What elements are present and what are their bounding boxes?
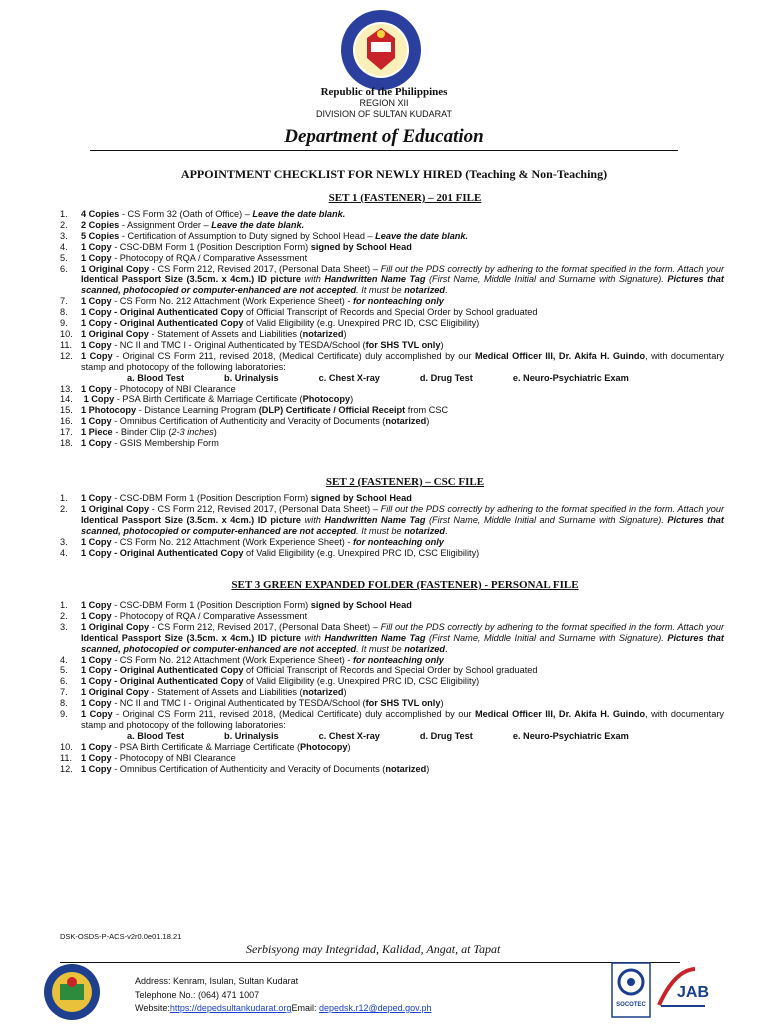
item-number: 13. [60, 383, 73, 394]
item-number: 2. [60, 503, 68, 514]
item-text: 1 Original Copy - CS Form 212, Revised 2017, (Personal Data Sheet) – Fill out the PDS correctly by adhering to the format specified in the form. Attach your Identical Passport Size (3.5cm. x 4cm.) ID picture with Handwritten Name Tag (First Name, Middle Initial and Surname with Signature). Pictures that scanned, photocopied or computer-enhanced are not accepted. It must be notarized. [81, 263, 725, 296]
checklist-item [60, 742, 724, 753]
laboratory-item: a. Blood Test [127, 730, 184, 741]
checklist-item [60, 493, 724, 504]
item-number: 8. [60, 698, 68, 709]
division-logo [42, 962, 102, 1022]
checklist-item [60, 548, 724, 559]
checklist-item [60, 242, 724, 253]
item-number: 8. [60, 307, 68, 318]
item-number: 3. [60, 536, 68, 547]
document-title: APPOINTMENT CHECKLIST FOR NEWLY HIRED (Teaching & Non-Teaching) [180, 167, 608, 181]
website-link[interactable]: https://depedsultankudarat.org [169, 1003, 292, 1013]
telephone-text: Telephone No.: (064) 471 1007 [135, 989, 260, 1000]
item-number: 1. [60, 209, 68, 219]
socotec-certification-logo [611, 962, 651, 1018]
checklist-item [60, 611, 724, 622]
checklist-item [60, 264, 724, 297]
item-text: 1 Copy - Omnibus Certification of Authenticity and Veracity of Documents (notarized) [81, 763, 430, 774]
item-text: 1 Copy - Original Authenticated Copy of Valid Eligibility (e.g. Unexpired PRC ID, CSC Eligibility) [81, 547, 480, 558]
item-number: 10. [60, 328, 73, 339]
checklist-item [60, 329, 724, 340]
email-label: Email: [291, 1003, 319, 1013]
jab-accreditation-logo [655, 965, 710, 1017]
item-number: 11. [60, 339, 73, 350]
item-number: 7. [60, 687, 68, 698]
item-text: 1 Copy - Original CS Form 211, revised 2018, (Medical Certificate) duly accomplished by our Medical Officer III, Dr. Akifa H. Guindo, with documentary stamp and photocopy of the following laboratories: a. Blood Test b. Urinalysis c. Chest X-ray d. Drug Test e. Neuro-Psychiatric Exam [81, 350, 725, 383]
item-number: 9. [60, 318, 68, 329]
checklist-item [60, 687, 724, 698]
item-text: 1 Copy - Original Authenticated Copy of Valid Eligibility (e.g. Unexpired PRC ID, CSC Eligibility) [81, 318, 480, 329]
item-text: 1 Original Copy - Statement of Assets and Liabilities (notarized) [81, 328, 347, 339]
item-number: 14. [60, 394, 73, 405]
laboratory-item: d. Drug Test [419, 730, 473, 741]
socotec-text: SOCOTEC [616, 1002, 646, 1008]
checklist-item [60, 438, 724, 449]
laboratory-item: a. Blood Test [127, 372, 184, 383]
laboratory-item: d. Drug Test [419, 372, 473, 383]
item-text: 1 Copy - Photocopy of RQA / Comparative Assessment [81, 252, 308, 263]
checklist-item [60, 753, 724, 764]
web-email-line [135, 1002, 432, 1016]
checklist-item [60, 220, 724, 231]
item-number: 4. [60, 241, 68, 252]
item-text: 1 Original Copy - CS Form 212, Revised 2017, (Personal Data Sheet) – Fill out the PDS correctly by adhering to the format specified in the form. Attach your Identical Passport Size (3.5cm. x 4cm.) ID picture with Handwritten Name Tag (First Name, Middle Initial and Surname with Signature). Pictures that scanned, photocopied or computer-enhanced are not accepted. It must be notarized. [81, 503, 725, 536]
checklist-item [60, 537, 724, 548]
item-number: 9. [60, 709, 68, 720]
set2-list [60, 493, 724, 558]
document-code: DSK-OSDS-P-ACS-v2r0.0e01.18.21 [60, 932, 182, 941]
item-text: 1 Copy - Photocopy of NBI Clearance [81, 383, 236, 394]
laboratory-item: c. Chest X-ray [318, 730, 380, 741]
item-text: 1 Original Copy - Statement of Assets and Liabilities (notarized) [81, 687, 347, 698]
item-number: 15. [60, 405, 73, 416]
item-number: 17. [60, 427, 73, 438]
item-text: 1 Copy - CSC-DBM Form 1 (Position Description Form) signed by School Head [81, 600, 412, 610]
republic-heading: Republic of the Philippines [320, 86, 448, 98]
item-number: 4. [60, 654, 68, 665]
set1-list [60, 209, 724, 449]
item-text: 1 Copy - Original CS Form 211, revised 2018, (Medical Certificate) duly accomplished by our Medical Officer III, Dr. Akifa H. Guindo, with documentary stamp and photocopy of the following laboratories: a. Blood Test b. Urinalysis c. Chest X-ray d. Drug Test e. Neuro-Psychiatric Exam [81, 709, 725, 741]
checklist-item [60, 665, 724, 676]
item-text: 2 Copies - Assignment Order – Leave the date blank. [81, 219, 305, 230]
footer-divider [60, 962, 680, 963]
checklist-item [60, 655, 724, 666]
item-number: 1. [60, 493, 68, 503]
item-number: 6. [60, 676, 68, 687]
item-number: 12. [60, 350, 73, 361]
set1-heading: SET 1 (FASTENER) – 201 FILE [328, 192, 482, 204]
item-text: 1 Copy - Omnibus Certification of Authenticity and Veracity of Documents (notarized) [81, 416, 430, 427]
checklist-item [60, 698, 724, 709]
item-text: 1 Copy - NC II and TMC I - Original Authenticated by TESDA/School (for SHS TVL only) [81, 698, 444, 709]
checklist-item [60, 231, 724, 242]
checklist-item [60, 709, 724, 742]
checklist-item [60, 405, 724, 416]
item-text: 1 Copy - Photocopy of NBI Clearance [81, 752, 236, 763]
laboratory-item: e. Neuro-Psychiatric Exam [512, 730, 629, 741]
email-link[interactable]: depedsk.r12@deped.gov.ph [318, 1003, 432, 1013]
item-number: 3. [60, 621, 68, 632]
item-text: 1 Original Copy - CS Form 212, Revised 2017, (Personal Data Sheet) – Fill out the PDS correctly by adhering to the format specified in the form. Attach your Identical Passport Size (3.5cm. x 4cm.) ID picture with Handwritten Name Tag (First Name, Middle Initial and Surname with Signature). Pictures that scanned, photocopied or computer-enhanced are not accepted. It must be notarized. [81, 621, 725, 654]
item-number: 16. [60, 416, 73, 427]
checklist-item [60, 253, 724, 264]
address-text: Address: Kenram, Isulan, Sultan Kudarat [135, 976, 299, 986]
website-label: Website: [135, 1003, 170, 1013]
checklist-item [60, 600, 724, 611]
laboratory-list [81, 373, 724, 384]
division-heading: DIVISION OF SULTAN KUDARAT [315, 109, 452, 119]
item-text: 1 Copy - PSA Birth Certificate & Marriage Certificate (Photocopy) [81, 741, 351, 752]
item-text: 4 Copies - CS Form 32 (Oath of Office) – Leave the date blank. [81, 209, 346, 219]
checklist-item [60, 416, 724, 427]
item-text: 1 Copy - PSA Birth Certificate & Marriage Certificate (Photocopy) [83, 394, 354, 405]
checklist-item [60, 676, 724, 687]
item-number: 10. [60, 741, 73, 752]
checklist-item [60, 427, 724, 438]
item-number: 1. [60, 600, 68, 610]
item-number: 5. [60, 252, 68, 263]
department-heading: Department of Education [284, 126, 484, 147]
laboratory-item: b. Urinalysis [224, 372, 279, 383]
item-number: 18. [60, 438, 73, 449]
item-text: 1 Photocopy - Distance Learning Program (DLP) Certificate / Official Receipt from CSC [81, 405, 449, 416]
deped-seal-logo [339, 8, 423, 92]
checklist-item [60, 340, 724, 351]
item-text: 1 Copy - CS Form No. 212 Attachment (Work Experience Sheet) - for nonteaching only [81, 536, 444, 547]
jab-text: JAB [677, 984, 710, 1001]
set2-heading: SET 2 (FASTENER) – CSC FILE [325, 476, 485, 488]
laboratory-list [81, 731, 724, 742]
item-text: 1 Copy - Original Authenticated Copy of Official Transcript of Records and Special Order by School graduated [81, 665, 538, 676]
laboratory-item: e. Neuro-Psychiatric Exam [512, 372, 629, 383]
region-heading: REGION XII [359, 98, 409, 108]
set3-list [60, 600, 724, 775]
checklist-item [60, 394, 724, 405]
checklist-item [60, 384, 724, 395]
item-number: 3. [60, 230, 68, 241]
item-number: 6. [60, 263, 68, 274]
laboratory-item: c. Chest X-ray [318, 372, 380, 383]
item-number: 11. [60, 752, 73, 763]
motto: Serbisyong may Integridad, Kalidad, Angat, at Tapat [246, 942, 501, 956]
checklist-item [60, 764, 724, 775]
item-text: 5 Copies - Certification of Assumption to Duty signed by School Head – Leave the date blank. [81, 230, 469, 241]
item-text: 1 Piece - Binder Clip (2-3 inches) [81, 427, 217, 438]
item-number: 2. [60, 219, 68, 230]
checklist-item [60, 504, 724, 537]
laboratory-item: b. Urinalysis [224, 730, 279, 741]
checklist-item [60, 622, 724, 655]
checklist-item [60, 307, 724, 318]
checklist-item [60, 318, 724, 329]
set3-heading: SET 3 GREEN EXPANDED FOLDER (FASTENER) - PERSONAL FILE [231, 579, 579, 591]
item-number: 4. [60, 547, 68, 558]
item-text: 1 Copy - Photocopy of RQA / Comparative Assessment [81, 610, 308, 621]
item-text: 1 Copy - CS Form No. 212 Attachment (Work Experience Sheet) - for nonteaching only [81, 296, 444, 307]
header-divider [90, 150, 678, 151]
footer-contact [135, 975, 432, 1016]
item-number: 12. [60, 763, 73, 774]
item-text: 1 Copy - GSIS Membership Form [81, 438, 219, 449]
item-text: 1 Copy - NC II and TMC I - Original Authenticated by TESDA/School (for SHS TVL only) [81, 339, 444, 350]
item-text: 1 Copy - CSC-DBM Form 1 (Position Description Form) signed by School Head [81, 493, 412, 503]
item-number: 2. [60, 610, 68, 621]
item-number: 5. [60, 665, 68, 676]
checklist-item [60, 209, 724, 220]
item-text: 1 Copy - Original Authenticated Copy of Valid Eligibility (e.g. Unexpired PRC ID, CSC Eligibility) [81, 676, 480, 687]
item-text: 1 Copy - CSC-DBM Form 1 (Position Description Form) signed by School Head [81, 241, 412, 252]
checklist-item [60, 351, 724, 384]
checklist-item [60, 296, 724, 307]
item-text: 1 Copy - Original Authenticated Copy of Official Transcript of Records and Special Order by School graduated [81, 307, 538, 318]
item-number: 7. [60, 296, 68, 307]
item-text: 1 Copy - CS Form No. 212 Attachment (Work Experience Sheet) - for nonteaching only [81, 654, 444, 665]
